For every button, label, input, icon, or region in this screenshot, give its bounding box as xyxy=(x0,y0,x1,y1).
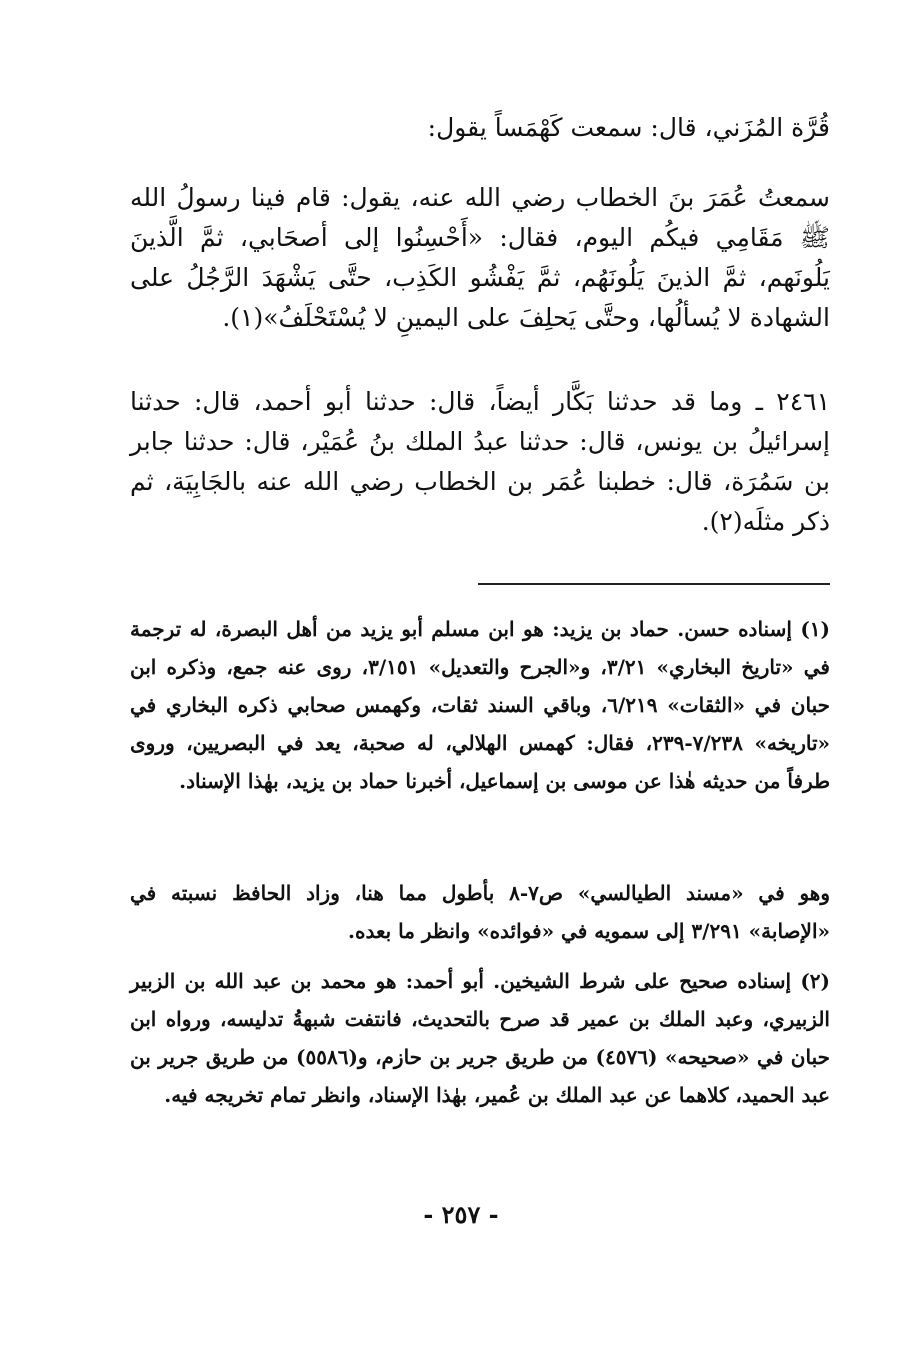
footnote-1: (١) إسناده حسن. حماد بن يزيد: هو ابن مسلم أبو يزيد من أهل البصرة، له ترجمة في «تاريخ البخاري» ٣/٢١، و«الجرح والتعديل» ٣/١٥١، روى عنه جمع، وذكره ابن حبان في «الثقات» ٦/٢١٩، وباقي السند ثقات، وكهمس صحابي ذكره البخاري في «تاريخه» ٧/٢٣٨-٢٣٩، فقال: كهمس الهلالي، له صحبة، يعد في البصريين، وروى طرفاً من حديثه هٰذا عن موسى بن إسماعيل، أخبرنا حماد بن يزيد، بهٰذا الإسناد. xyxy=(130,617,831,793)
footnote-2: (٢) إسناده صحيح على شرط الشيخين. أبو أحمد: هو محمد بن عبد الله بن الزبير الزبيري، وعبد الملك بن عمير قد صرح بالتحديث، فانتفت شبهةُ تدليسه، ورواه ابن حبان في «صحيحه» (٤٥٧٦) من طريق جرير بن حازم، و(٥٥٨٦) من طريق جرير بن عبد الحميد، كلاهما عن عبد الملك بن عُمير، بهٰذا الإسناد، وانظر تمام تخريجه فيه. xyxy=(130,969,830,1107)
main-paragraph-1: قُرَّة المُزَني، قال: سمعت كَهْمَساً يقول: xyxy=(427,113,830,142)
footnote-separator xyxy=(478,583,830,585)
footnote-1-continuation: وهو في «مسند الطيالسي» ص٧-٨ بأطول مما هنا، وزاد الحافظ نسبته في «الإصابة» ٣/٢٩١ إلى سمويه في «فوائده» وانظر ما بعده. xyxy=(130,881,830,943)
main-paragraph-2: سمعتُ عُمَرَ بنَ الخطاب رضي الله عنه، يقول: قام فينا رسولُ الله ﷺ مَقَامِي فيكُم اليوم، فقال: «أَحْسِنُوا إلى أصحَابي، ثمَّ الَّذينَ يَلُونَهم، ثمَّ الذينَ يَلُونَهُم، ثمَّ يَفْشُو الكَذِب، حتَّى يَشْهَدَ الرَّجُلُ على الشهادة لا يُسألُها، وحتَّى يَحلِفَ على اليمينِ لا يُسْتَحْلَفُ»(١). xyxy=(130,183,830,332)
main-paragraph-3: ٢٤٦١ ـ وما قد حدثنا بَكَّار أيضاً، قال: حدثنا أبو أحمد، قال: حدثنا إسرائيلُ بن يونس، قال: حدثنا عبدُ الملك بنُ عُمَيْر، قال: حدثنا جابر بن سَمُرَة، قال: خطبنا عُمَر بن الخطاب رضي الله عنه بالجَابِيَة، ثم ذكر مثلَه(٢). xyxy=(130,387,830,536)
page-number: - ٢٥٧ - xyxy=(423,1200,499,1229)
